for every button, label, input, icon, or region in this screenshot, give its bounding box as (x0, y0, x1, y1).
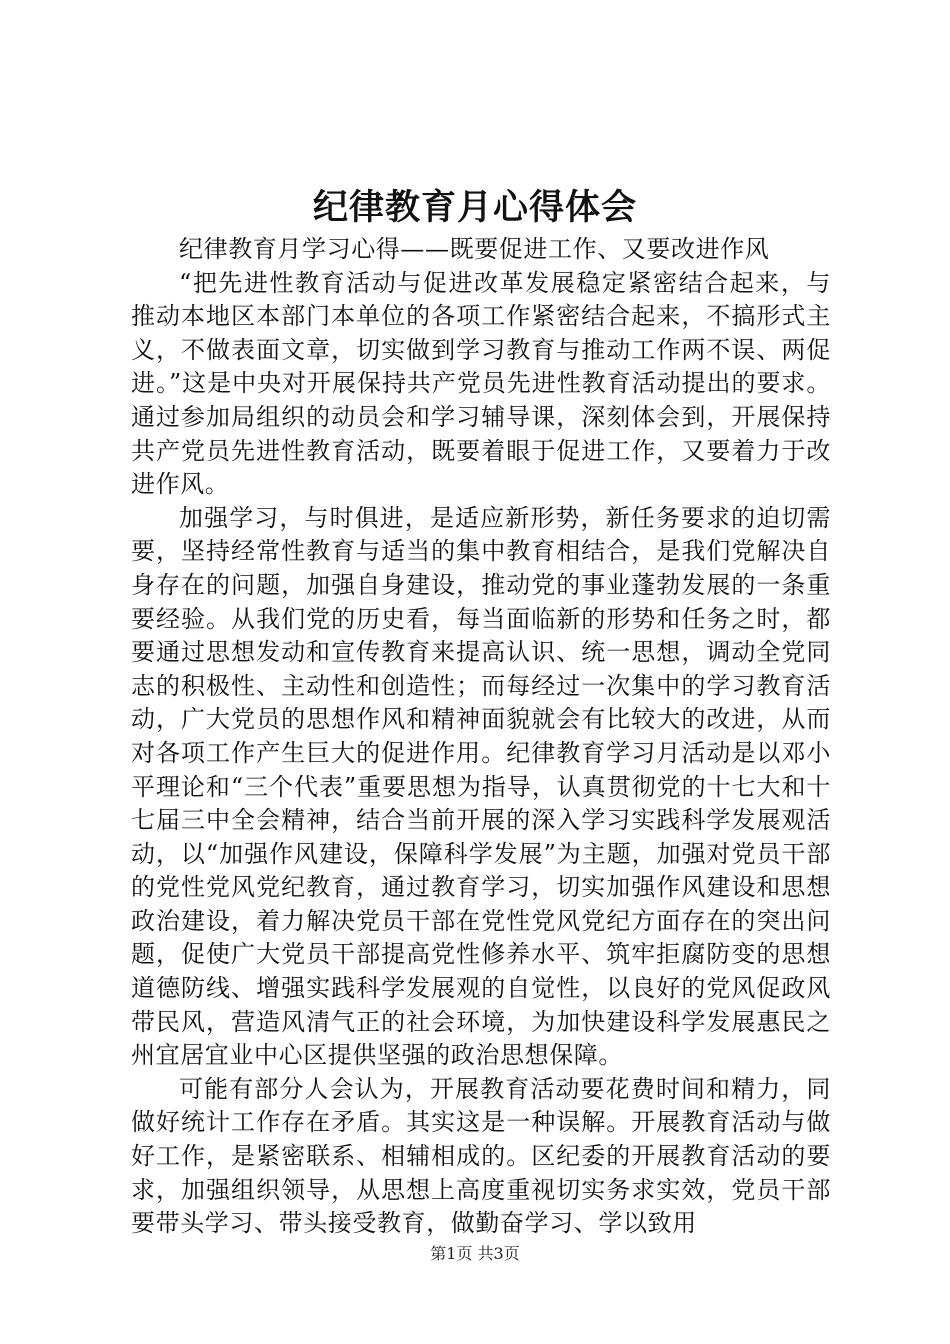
document-title: 纪律教育月心得体会 (312, 187, 637, 228)
paragraph-3: 可能有部分人会认为，开展教育活动要花费时间和精力，同做好统计工作存在矛盾。其实这是一种误解。开展教育活动与做好工作，是紧密联系、相辅相成的。区纪委的开展教育活动的要求，加强组织领导，从思想上高度重视切实务求实效，党员干部要带头学习、带头接受教育，做勤奋学习、学以致用 (131, 1074, 831, 1238)
document-body (131, 233, 831, 1241)
document-subtitle: 纪律教育月学习心得——既要促进工作、又要改进作风 (179, 235, 770, 263)
paragraph-2: 加强学习，与时俱进，是适应新形势，新任务要求的迫切需要，坚持经常性教育与适当的集中教育相结合，是我们党解决自身存在的问题，加强自身建设，推动党的事业蓬勃发展的一条重要经验。从我们党的历史看，每当面临新的形势和任务之时，都要通过思想发动和宣传教育来提高认识、统一思想，调动全党同志的积极性、主动性和创造性；而每经过一次集中的学习教育活动，广大党员的思想作风和精神面貌就会有比较大的改进，从而对各项工作产生巨大的促进作用。纪律教育学习月活动是以邓小平理论和“三个代表”重要思想为指导，认真贯彻党的十七大和十七届三中全会精神，结合当前开展的深入学习实践科学发展观活动，以“加强作风建设，保障科学发展”为主题，加强对党员干部的党性党风党纪教育，通过教育学习，切实加强作风建设和思想政治建设，着力解决党员干部在党性党风党纪方面存在的突出问题，促使广大党员干部提高党性修养水平、筑牢拒腐防变的思想道德防线、增强实践科学发展观的自觉性，以良好的党风促政风带民风，营造风清气正的社会环境，为加快建设科学发展惠民之州宜居宜业中心区提供坚强的政治思想保障。 (131, 503, 831, 1070)
paragraph-1: “把先进性教育活动与促进改革发展稳定紧密结合起来，与推动本地区本部门本单位的各项工作紧密结合起来，不搞形式主义，不做表面文章，切实做到学习教育与推动工作两不误、两促进。”这是中央对开展保持共产党员先进性教育活动提出的要求。通过参加局组织的动员会和学习辅导课，深刻体会到，开展保持共产党员先进性教育活动，既要着眼于促进工作，又要着力于改进作风。 (131, 268, 831, 499)
page-number-footer: 第1页 共3页 (430, 1244, 520, 1263)
